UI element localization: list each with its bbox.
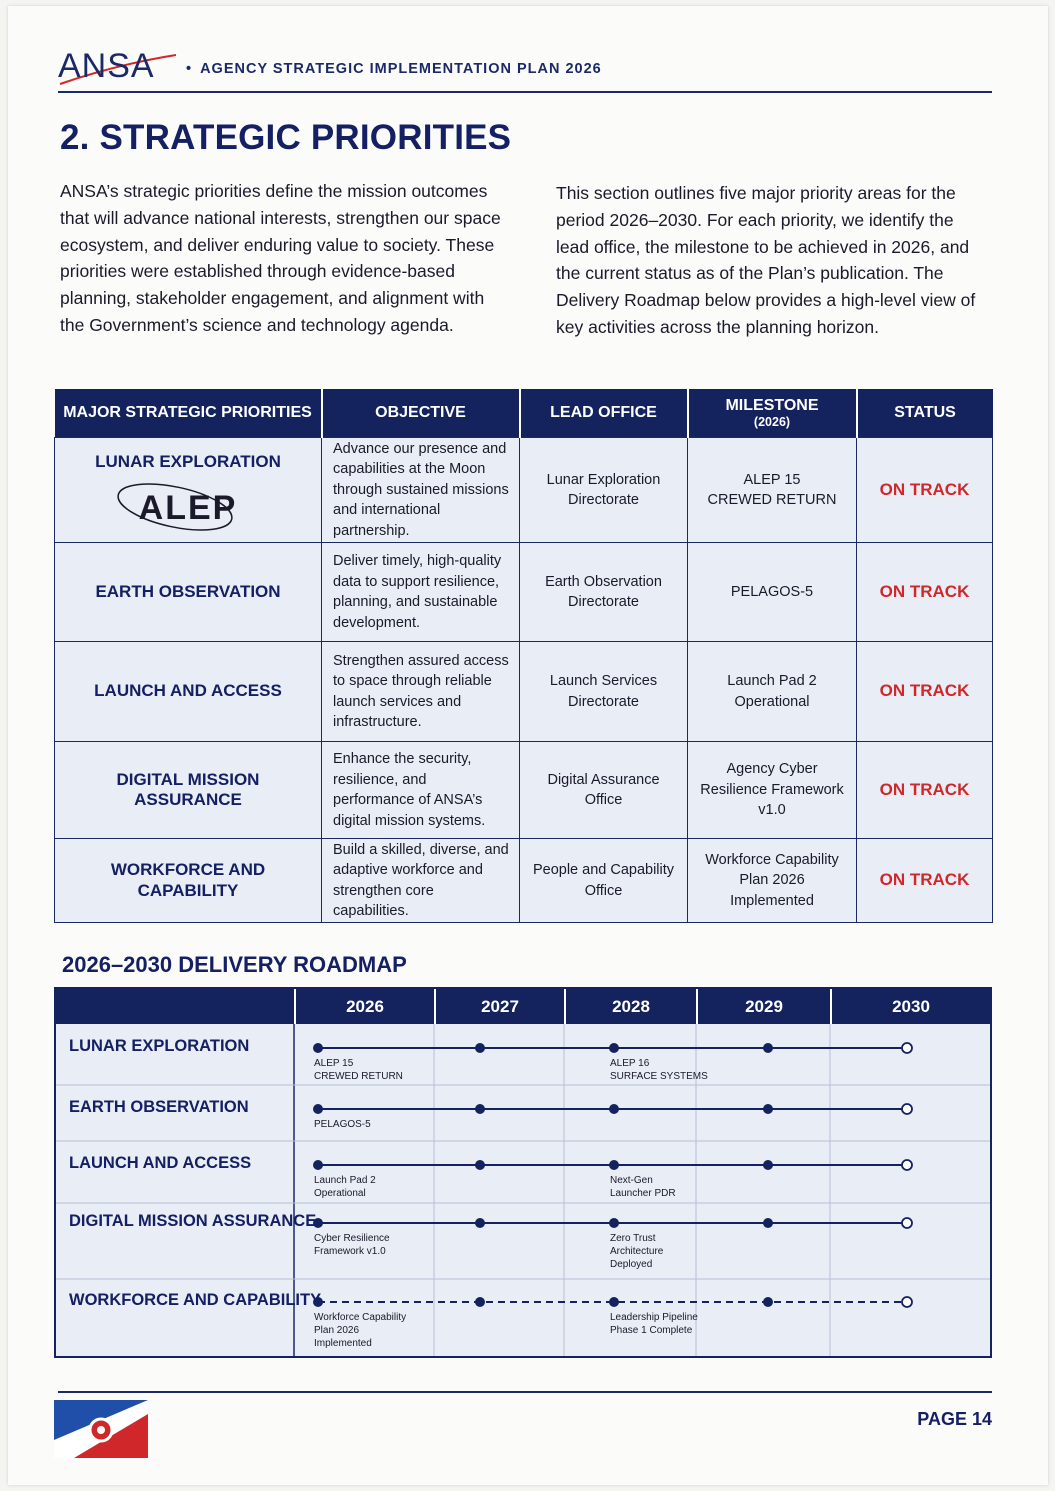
roadmap-year-2028: 2028 — [564, 989, 696, 1024]
priority-objective-text: Build a skilled, diverse, and adaptive workforce and strengthen core capabilities. — [333, 841, 509, 919]
priority-objective-text: Enhance the security, resilience, and performance of ANSA’s digital mission systems. — [333, 751, 486, 829]
priority-row — [55, 543, 993, 642]
alep-logo-text: ALEP — [138, 488, 238, 527]
roadmap-year-2030: 2030 — [830, 989, 990, 1024]
roadmap-milestone-label: Next-Gen Launcher PDR — [610, 1175, 676, 1199]
priorities-table — [54, 389, 993, 923]
roadmap-table — [54, 987, 992, 1358]
roadmap-year-2026: 2026 — [294, 989, 434, 1024]
roadmap-row-label: WORKFORCE AND CAPABILITY — [69, 1291, 322, 1309]
roadmap-milestone-dot — [475, 1160, 485, 1170]
priority-lead-office-text: Lunar Exploration Directorate — [546, 471, 661, 508]
col-header-priority: MAJOR STRATEGIC PRIORITIES — [55, 389, 322, 438]
priority-row — [55, 742, 993, 839]
roadmap-row-label: LUNAR EXPLORATION — [69, 1037, 250, 1055]
roadmap-milestone-dot — [475, 1218, 485, 1228]
roadmap-milestone-dot — [609, 1297, 619, 1307]
priority-objective — [322, 742, 520, 839]
alep-logo — [113, 479, 263, 537]
header-title-text: AGENCY STRATEGIC IMPLEMENTATION PLAN 2026 — [200, 61, 602, 77]
priority-lead-office — [520, 839, 688, 923]
agency-emblem-icon — [54, 1400, 148, 1458]
page-header — [58, 47, 992, 93]
col-header-milestone — [688, 389, 857, 438]
header-separator: • — [186, 61, 193, 77]
priority-status — [857, 839, 993, 923]
roadmap-end-marker — [902, 1297, 912, 1307]
priority-lead-office — [520, 642, 688, 742]
milestone-header-label: MILESTONE — [725, 397, 819, 414]
priority-milestone-text: ALEP 15 CREWED RETURN — [707, 471, 837, 508]
roadmap-milestone-label: Leadership Pipeline Phase 1 Complete — [610, 1312, 698, 1336]
priorities-header-row — [55, 389, 993, 438]
roadmap-milestone-dot — [609, 1218, 619, 1228]
roadmap-milestone-dot — [475, 1043, 485, 1053]
roadmap-end-marker — [902, 1104, 912, 1114]
priority-name — [55, 642, 322, 742]
priority-milestone-text: Agency Cyber Resilience Framework v1.0 — [700, 761, 844, 819]
priority-name-text: LUNAR EXPLORATION — [95, 452, 281, 471]
roadmap-milestone-dot — [313, 1043, 323, 1053]
roadmap-row-label: DIGITAL MISSION ASSURANCE — [69, 1212, 317, 1230]
priority-objective-text: Advance our presence and capabilities at the Moon through sustained missions and international partnership. — [333, 440, 509, 539]
priority-name — [55, 438, 322, 543]
priority-milestone-text: PELAGOS-5 — [730, 583, 814, 600]
roadmap-end-marker — [902, 1043, 912, 1053]
roadmap-milestone-dot — [763, 1218, 773, 1228]
roadmap-milestone-dot — [763, 1043, 773, 1053]
col-header-status: STATUS — [857, 389, 993, 438]
priority-row — [55, 642, 993, 742]
priority-row — [55, 839, 993, 923]
priority-objective — [322, 438, 520, 543]
priority-milestone — [688, 742, 857, 839]
roadmap-year-2029: 2029 — [696, 989, 830, 1024]
roadmap-year-2027: 2027 — [434, 989, 564, 1024]
priority-status-text: ON TRACK — [879, 479, 970, 499]
priority-objective — [322, 642, 520, 742]
milestone-header-sub: (2026) — [753, 415, 791, 429]
priority-lead-office — [520, 742, 688, 839]
roadmap-milestone-label: Launch Pad 2 Operational — [314, 1175, 376, 1199]
priority-name — [55, 543, 322, 642]
priority-name-text: LAUNCH AND ACCESS — [94, 681, 282, 701]
priority-status — [857, 543, 993, 642]
priority-name — [55, 839, 322, 923]
priority-milestone — [688, 642, 857, 742]
priority-status-text: ON TRACK — [879, 870, 970, 890]
priority-lead-office-text: People and Capability Office — [532, 862, 675, 899]
roadmap-row-label: LAUNCH AND ACCESS — [69, 1154, 252, 1172]
priority-lead-office-text: Digital Assurance Office — [547, 771, 660, 808]
roadmap-end-marker — [902, 1160, 912, 1170]
priority-milestone-text: Workforce Capability Plan 2026 Implemented — [705, 851, 839, 909]
ansa-logo: ANSA — [58, 47, 155, 85]
priority-lead-office-text: Launch Services Directorate — [549, 673, 658, 710]
roadmap-milestone-dot — [763, 1160, 773, 1170]
priority-objective-text: Strengthen assured access to space through reliable launch services and infrastructure. — [333, 652, 509, 730]
priority-milestone-text: Launch Pad 2 Operational — [727, 673, 817, 710]
priority-name-text: EARTH OBSERVATION — [95, 581, 281, 601]
roadmap-milestone-dot — [313, 1104, 323, 1114]
priority-lead-office — [520, 438, 688, 543]
priority-objective-text: Deliver timely, high-quality data to support resilience, planning, and sustainable development. — [333, 553, 502, 631]
roadmap-milestone-label: Zero Trust Architecture Deployed — [610, 1233, 664, 1270]
priority-status — [857, 438, 993, 543]
priority-milestone — [688, 438, 857, 543]
roadmap-milestone-label: PELAGOS-5 — [314, 1119, 371, 1130]
roadmap-row-label: EARTH OBSERVATION — [69, 1098, 249, 1116]
roadmap-milestone-dot — [763, 1104, 773, 1114]
priority-name-text: WORKFORCE AND CAPABILITY — [110, 860, 266, 900]
page-number: PAGE 14 — [917, 1409, 992, 1429]
roadmap-milestone-dot — [475, 1297, 485, 1307]
roadmap-milestone-dot — [609, 1104, 619, 1114]
intro-left: ANSA’s strategic priorities define the mission outcomes that will advance national interests, strengthen our space ecosystem, and deliver enduring value to society. These priorities were established through evidence-based planning, stakeholder engagement, and alignment with the Government’s science and technology agenda. — [60, 181, 501, 335]
header-title — [186, 61, 602, 77]
priority-status — [857, 642, 993, 742]
footer-rule — [58, 1391, 992, 1393]
col-header-lead: LEAD OFFICE — [520, 389, 688, 438]
roadmap-milestone-label: ALEP 15 CREWED RETURN — [314, 1058, 403, 1082]
priority-name-text: DIGITAL MISSION ASSURANCE — [116, 769, 260, 809]
priority-lead-office — [520, 543, 688, 642]
roadmap-milestone-dot — [475, 1104, 485, 1114]
priority-milestone — [688, 543, 857, 642]
roadmap-milestone-dot — [763, 1297, 773, 1307]
roadmap-milestone-label: Cyber Resilience Framework v1.0 — [314, 1233, 390, 1257]
priority-objective — [322, 543, 520, 642]
section-title: 2. STRATEGIC PRIORITIES — [60, 118, 512, 157]
roadmap-end-marker — [902, 1218, 912, 1228]
roadmap-milestone-label: ALEP 16 SURFACE SYSTEMS — [610, 1058, 708, 1082]
priority-status — [857, 742, 993, 839]
col-header-objective: OBJECTIVE — [322, 389, 520, 438]
priority-status-text: ON TRACK — [879, 779, 970, 799]
priority-status-text: ON TRACK — [879, 681, 970, 701]
priority-row — [55, 438, 993, 543]
priority-objective — [322, 839, 520, 923]
roadmap-milestone-label: Workforce Capability Plan 2026 Implemented — [314, 1312, 407, 1349]
priority-lead-office-text: Earth Observation Directorate — [545, 573, 662, 610]
roadmap-milestone-dot — [609, 1160, 619, 1170]
roadmap-title: 2026–2030 DELIVERY ROADMAP — [62, 952, 407, 977]
roadmap-milestone-dot — [609, 1043, 619, 1053]
priority-name — [55, 742, 322, 839]
priority-status-text: ON TRACK — [879, 581, 970, 601]
priority-milestone — [688, 839, 857, 923]
roadmap-milestone-dot — [313, 1160, 323, 1170]
intro-right: This section outlines five major priority areas for the period 2026–2030. For each priority, we identify the lead office, the milestone to be achieved in 2026, and the current status as of the Plan’s publication. The Delivery Roadmap below provides a high-level view of key activities across the planning horizon. — [556, 183, 976, 337]
